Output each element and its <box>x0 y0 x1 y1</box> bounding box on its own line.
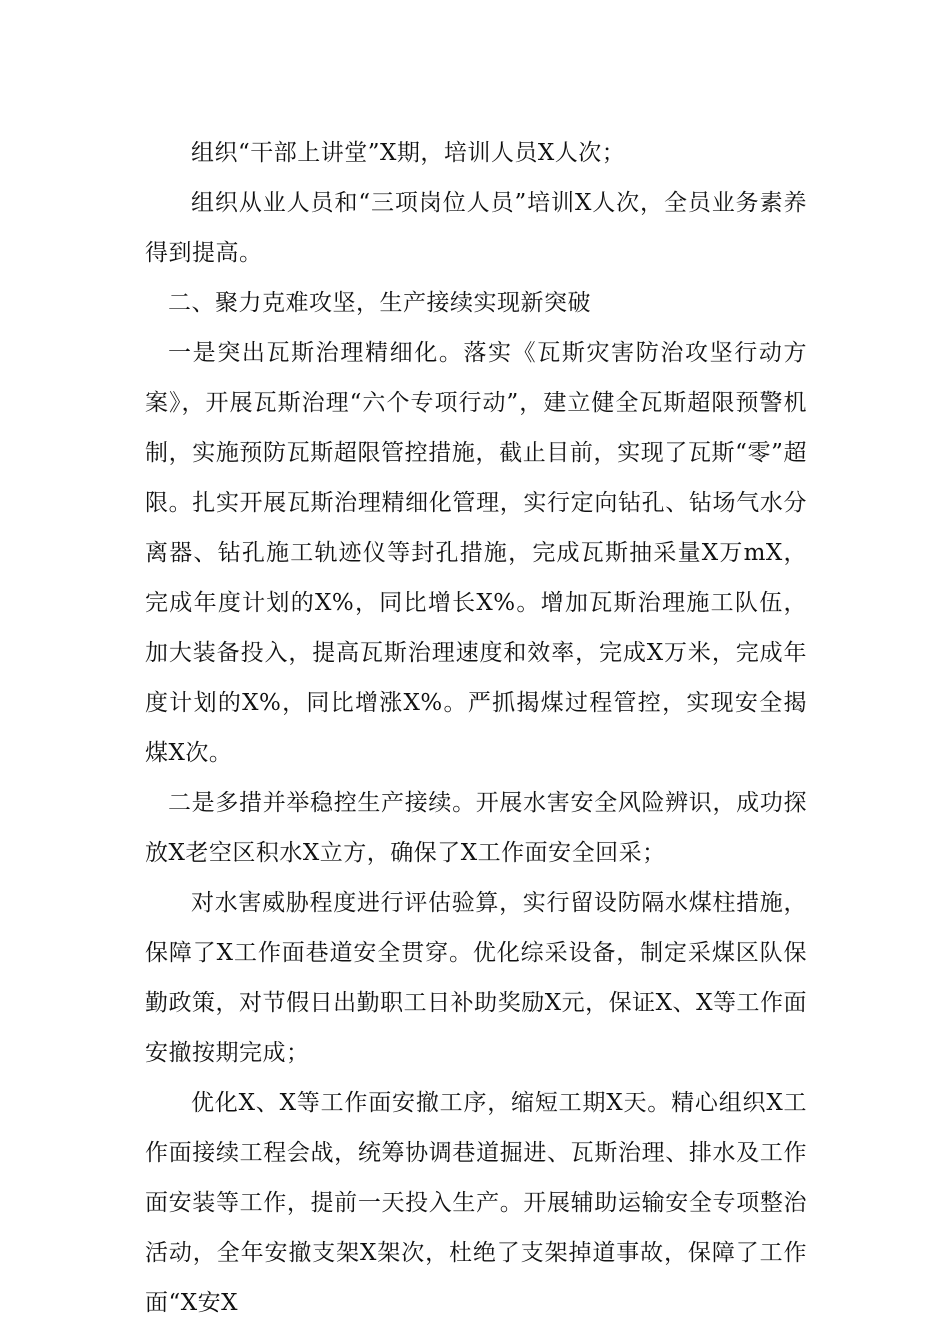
paragraph-workface-installation: 优化X、X等工作面安撤工序，缩短工期X天。精心组织X工作面接续工程会战，统筹协调巷道掘进、瓦斯治理、排水及工作面安装等工作，提前一天投入生产。开展辅助运输安全专项整治活动，全年安撤支架X架次，杜绝了支架掉道事故，保障了工作面“X安X <box>145 1090 807 1316</box>
section-heading-2: 二、聚力克难攻坚，生产接续实现新突破 <box>168 290 591 316</box>
paragraph-water-hazard: 对水害威胁程度进行评估验算，实行留设防隔水煤柱措施，保障了X工作面巷道安全贯穿。优化综采设备，制定采煤区队保勤政策，对节假日出勤职工日补助奖励X元，保证X、X等工作面安撤按期完成； <box>145 890 807 1066</box>
document-body <box>145 128 807 1328</box>
paragraph-gas-control: 一是突出瓦斯治理精细化。落实《瓦斯灾害防治攻坚行动方案》，开展瓦斯治理“六个专项行动”，建立健全瓦斯超限预警机制，实施预防瓦斯超限管控措施，截止目前，实现了瓦斯“零”超限。扎实开展瓦斯治理精细化管理，实行定向钻孔、钻场气水分离器、钻孔施工轨迹仪等封孔措施，完成瓦斯抽采量X万mX，完成年度计划的X%，同比增长X%。增加瓦斯治理施工队伍，加大装备投入，提高瓦斯治理速度和效率，完成X万米，完成年度计划的X%，同比增涨X%。严抓揭煤过程管控，实现安全揭煤X次。 <box>145 340 807 766</box>
paragraph-production-continuity: 二是多措并举稳控生产接续。开展水害安全风险辨识，成功探放X老空区积水X立方，确保了X工作面安全回采； <box>145 790 807 866</box>
paragraph-staff-training: 组织从业人员和“三项岗位人员”培训X人次，全员业务素养得到提高。 <box>145 190 807 266</box>
paragraph-training-lectures: 组织“干部上讲堂”X期，培训人员X人次； <box>191 140 626 166</box>
